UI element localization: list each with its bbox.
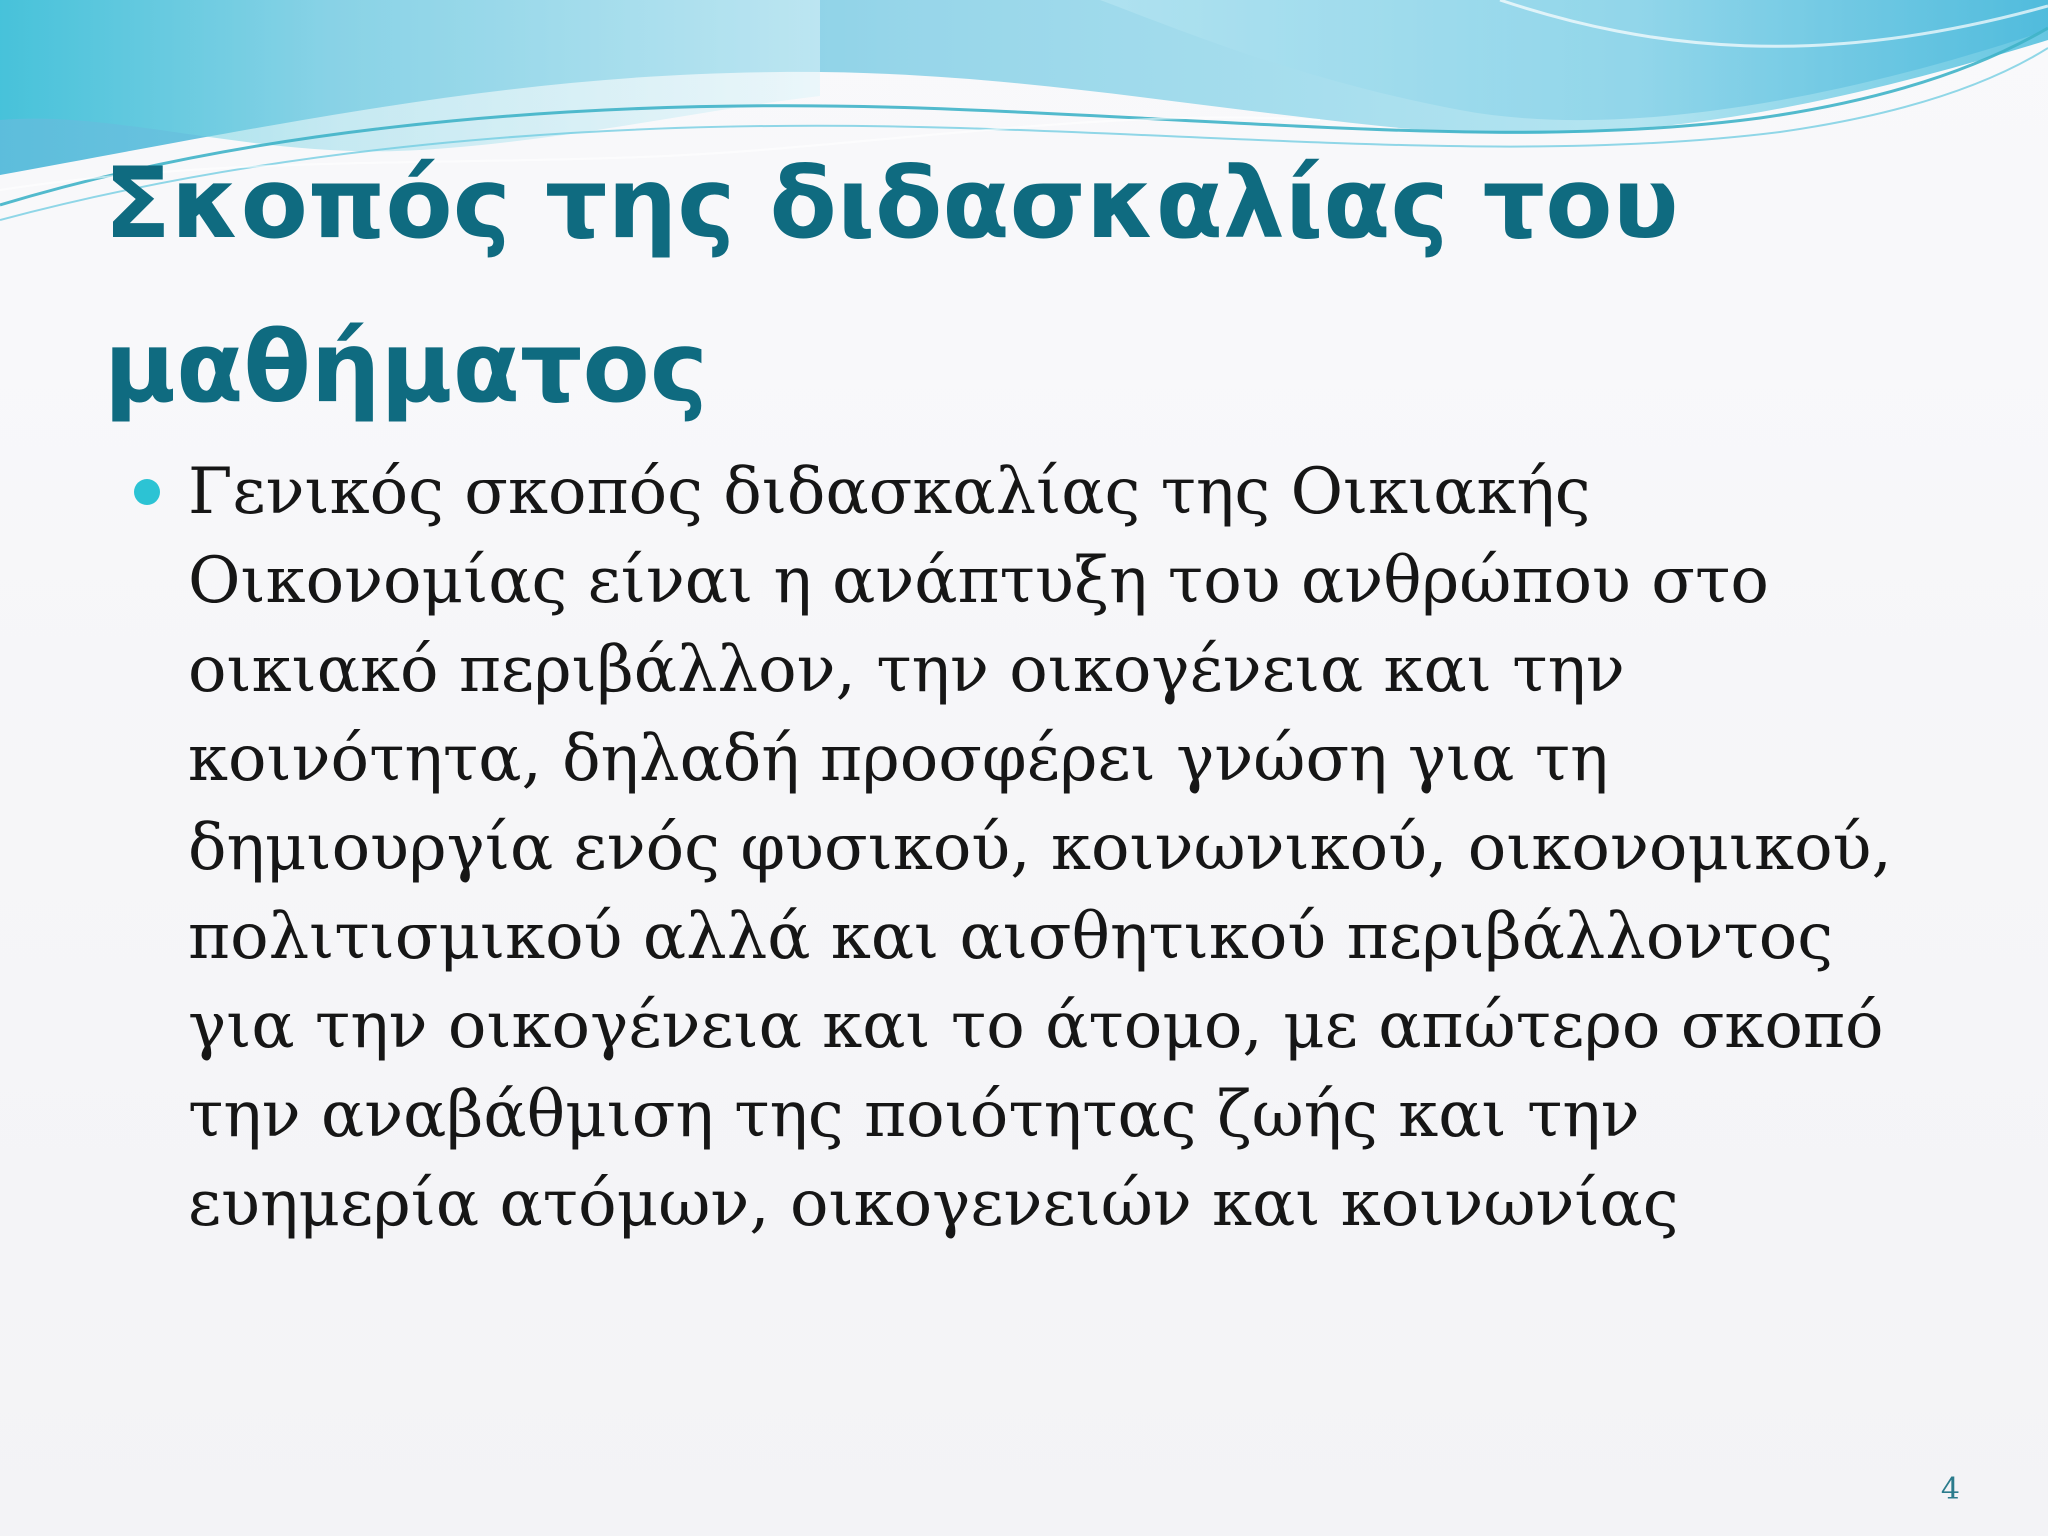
bullet-list	[130, 448, 1930, 1249]
slide-title: Σκοπός της διδασκαλίας του μαθήματος	[104, 147, 1679, 425]
bullet-dot-icon	[134, 479, 160, 505]
page-number: 4	[1940, 1472, 1960, 1507]
bullet-item	[130, 448, 1930, 1249]
bullet-text: Γενικός σκοπός διδασκαλίας της Οικιακής Οικονομίας είναι η ανάπτυξη του ανθρώπου στο οικιακό περιβάλλον, την οικογένεια και την κοινότητα, δηλαδή προσφέρει γνώση για τη δημιουργία ενός φυσικού, κοινωνικού, οικονομικού, πολιτισμικού αλλά και αισθητικού περιβάλλοντος για την οικογένεια και το άτομο, με απώτερο σκοπό την αναβάθμιση της ποιότητας ζωής και την ευημερία ατόμων, οικογενειών και κοινωνίας	[188, 455, 1892, 1241]
